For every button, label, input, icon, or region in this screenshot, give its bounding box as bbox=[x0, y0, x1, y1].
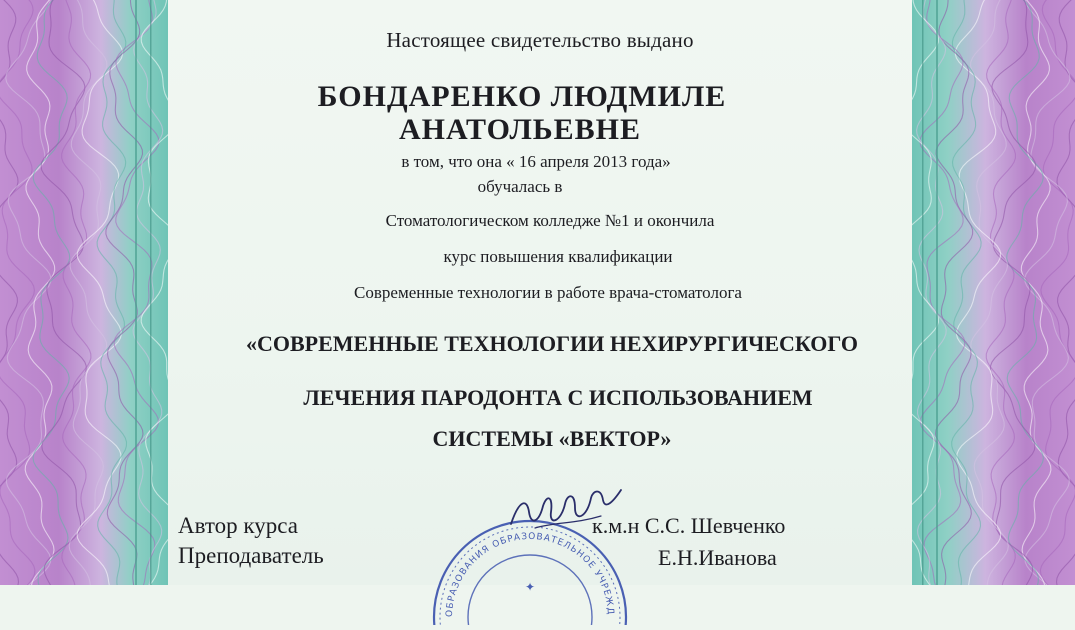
author-name: к.м.н С.С. Шевченко bbox=[592, 513, 786, 538]
course-title-line-1: «СОВРЕМЕННЫЕ ТЕХНОЛОГИИ НЕХИРУРГИЧЕСКОГО bbox=[246, 331, 858, 356]
decorative-border-right bbox=[912, 0, 1075, 585]
college-line: Стоматологическом колледже №1 и окончила bbox=[385, 211, 715, 230]
recipient-surname-name: БОНДАРЕНКО ЛЮДМИЛЕ bbox=[317, 80, 727, 113]
course-title-line-2: ЛЕЧЕНИЯ ПАРОДОНТА С ИСПОЛЬЗОВАНИЕМ bbox=[303, 385, 813, 410]
specialty-line: Современные технологии в работе врача-стоматолога bbox=[354, 283, 742, 302]
intro-text: Настоящее свидетельство выдано bbox=[386, 28, 694, 52]
decorative-border-left bbox=[0, 0, 168, 585]
svg-text:✦: ✦ bbox=[524, 580, 536, 594]
course-line: курс повышения квалификации bbox=[443, 247, 673, 266]
teacher-label: Преподаватель bbox=[178, 543, 324, 568]
teacher-name: Е.Н.Иванова bbox=[658, 545, 777, 570]
stamp-ring-text: ОБРАЗОВАНИЯ ОБРАЗОВАТЕЛЬНОЕ УЧРЕЖД bbox=[444, 531, 616, 618]
studied-line: обучалась в bbox=[477, 177, 563, 196]
date-line: в том, что она « 16 апреля 2013 года» bbox=[401, 152, 671, 171]
course-title-line-3: СИСТЕМЫ «ВЕКТОР» bbox=[432, 426, 672, 451]
author-label: Автор курса bbox=[178, 513, 298, 538]
recipient-patronymic: АНАТОЛЬЕВНЕ bbox=[398, 113, 642, 146]
